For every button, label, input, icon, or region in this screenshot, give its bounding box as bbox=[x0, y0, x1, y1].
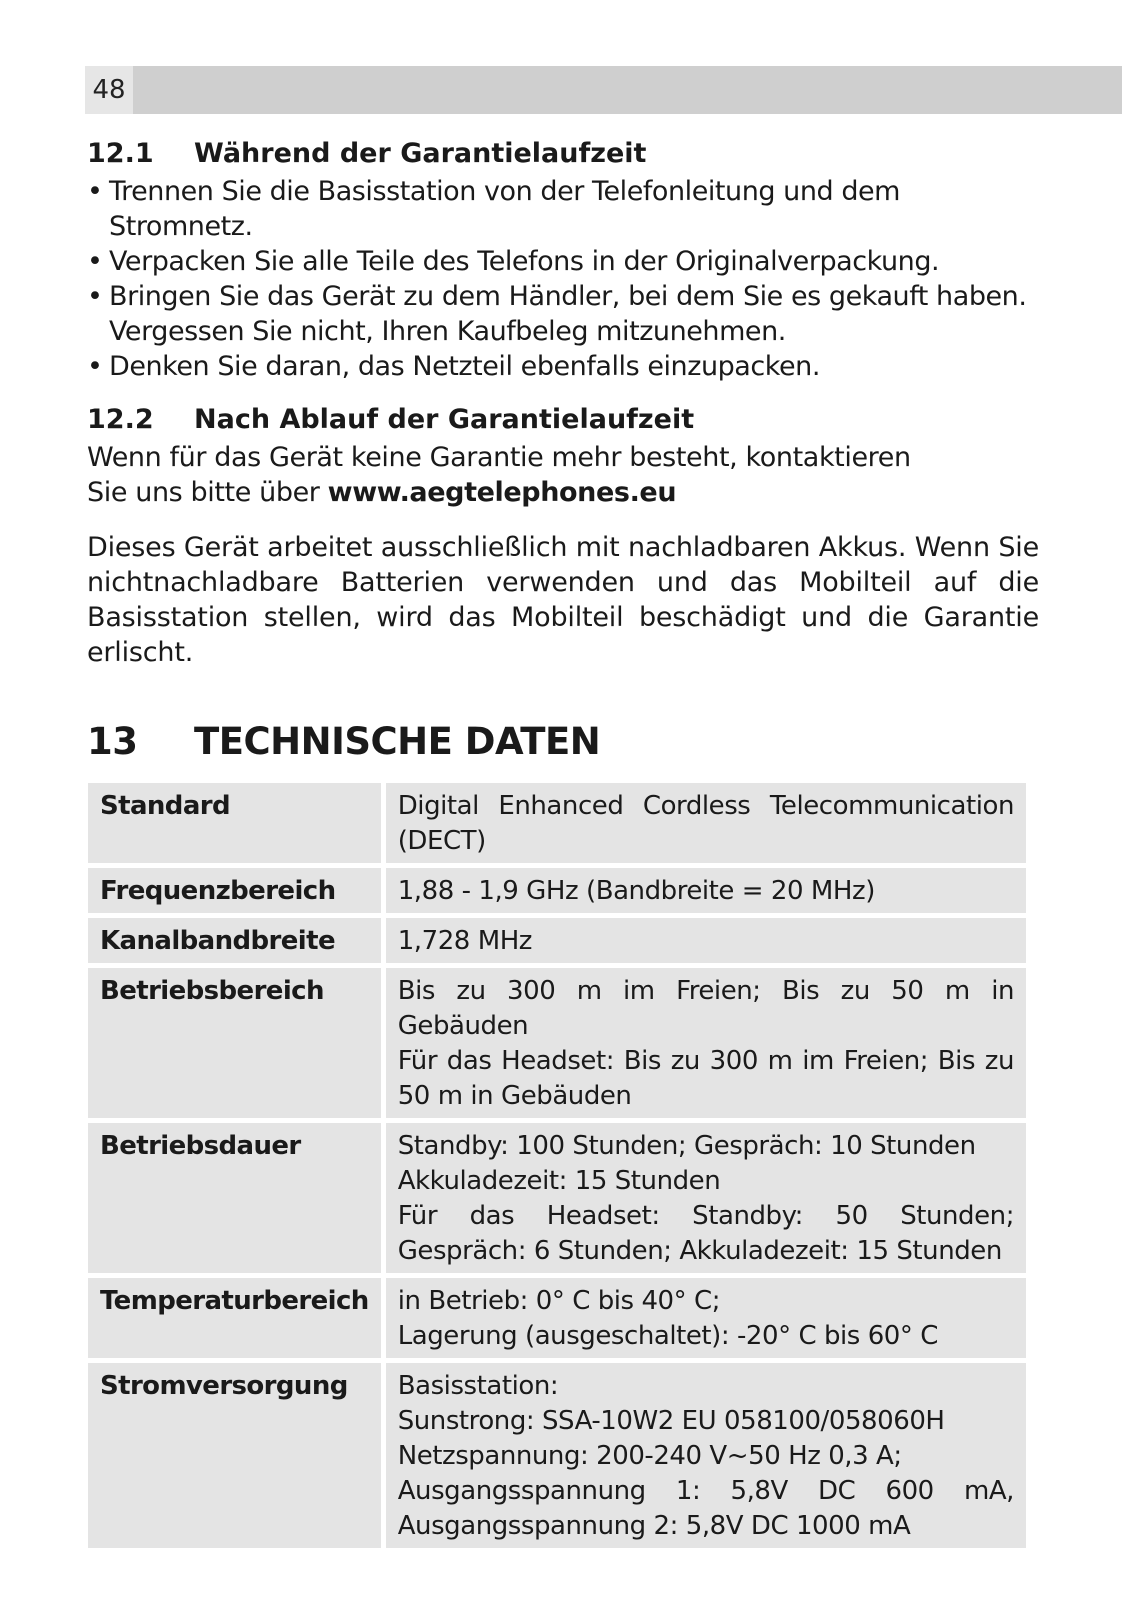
table-row bbox=[88, 868, 1026, 913]
spec-label: Frequenzbereich bbox=[88, 868, 386, 913]
table-row bbox=[88, 968, 1026, 1118]
table-row bbox=[88, 1278, 1026, 1358]
spec-value bbox=[386, 968, 1026, 1118]
section-heading-13 bbox=[87, 720, 1039, 764]
section-title: TECHNISCHE DATEN bbox=[194, 720, 601, 763]
spec-value-line: Basisstation: bbox=[397, 1371, 559, 1401]
spec-label: Stromversorgung bbox=[88, 1363, 386, 1548]
list-item: • Denken Sie daran, das Netzteil ebenfalls einzupacken. bbox=[87, 349, 1039, 384]
table-row bbox=[88, 1363, 1026, 1548]
contact-text bbox=[87, 440, 1039, 510]
section-heading-12-1 bbox=[87, 136, 1039, 172]
section-heading-12-2 bbox=[87, 402, 1039, 438]
spec-value-line: Bis zu 300 m im Freien; Bis zu 50 m in Gebäuden bbox=[397, 976, 1014, 1041]
spec-label: Temperaturbereich bbox=[88, 1278, 386, 1358]
spec-value-line: Für das Headset: Bis zu 300 m im Freien; Bis zu 50 m in Gebäuden bbox=[397, 1046, 1014, 1111]
header-bar bbox=[85, 66, 1122, 114]
spec-label: Standard bbox=[88, 783, 386, 863]
table-row bbox=[88, 1123, 1026, 1273]
spec-value-line: in Betrieb: 0° C bis 40° C; bbox=[397, 1286, 721, 1316]
spec-value-line: Ausgangsspannung 1: 5,8V DC 600 mA, Ausgangsspannung 2: 5,8V DC 1000 mA bbox=[397, 1476, 1014, 1541]
list-item: • Verpacken Sie alle Teile des Telefons in der Originalverpackung. bbox=[87, 244, 1039, 279]
contact-line-2-text: Sie uns bitte über bbox=[87, 477, 328, 508]
spec-value: 1,88 - 1,9 GHz (Bandbreite = 20 MHz) bbox=[386, 868, 1026, 913]
table-row bbox=[88, 783, 1026, 863]
spec-label: Betriebsbereich bbox=[88, 968, 386, 1118]
spec-value: 1,728 MHz bbox=[386, 918, 1026, 963]
spec-value-line: Standby: 100 Stunden; Gespräch: 10 Stunden bbox=[397, 1131, 976, 1161]
spec-label: Kanalbandbreite bbox=[88, 918, 386, 963]
section-number: 13 bbox=[87, 720, 138, 763]
spec-value-line: Sunstrong: SSA-10W2 EU 058100/058060H bbox=[397, 1406, 945, 1436]
section-title: Während der Garantielaufzeit bbox=[194, 138, 647, 169]
page-content bbox=[87, 136, 1039, 1553]
section-title: Nach Ablauf der Garantielaufzeit bbox=[194, 404, 695, 435]
battery-warning: Dieses Gerät arbeitet ausschließlich mit nachladbaren Akkus. Wenn Sie nichtnachladbare Batterien verwenden und das Mobilteil auf die Basisstation stellen, wird das Mobilteil beschädigt und die Garantie erlischt. bbox=[87, 532, 1039, 668]
list-item: • Bringen Sie das Gerät zu dem Händler, bei dem Sie es gekauft haben. Vergessen Sie nicht, Ihren Kaufbeleg mitzunehmen. bbox=[87, 279, 1039, 349]
section-number: 12.2 bbox=[87, 404, 154, 435]
spec-value-line: Akkuladezeit: 15 Stunden bbox=[397, 1166, 721, 1196]
spec-value-line: Für das Headset: Standby: 50 Stunden; Gespräch: 6 Stunden; Akkuladezeit: 15 Stunden bbox=[397, 1201, 1014, 1266]
spec-value: Digital Enhanced Cordless Telecommunication (DECT) bbox=[386, 783, 1026, 863]
spec-value bbox=[386, 1363, 1026, 1548]
list-item: • Trennen Sie die Basisstation von der Telefonleitung und dem Stromnetz. bbox=[87, 174, 1039, 244]
spec-value-line: Lagerung (ausgeschaltet): -20° C bis 60° C bbox=[397, 1321, 938, 1351]
instruction-list bbox=[87, 174, 1039, 384]
contact-line-1: Wenn für das Gerät keine Garantie mehr besteht, kontaktieren bbox=[87, 442, 911, 473]
spec-label: Betriebsdauer bbox=[88, 1123, 386, 1273]
contact-line-2 bbox=[87, 475, 1039, 510]
website-link[interactable]: www.aegtelephones.eu bbox=[327, 477, 677, 508]
page-number: 48 bbox=[85, 66, 133, 114]
spec-value bbox=[386, 1123, 1026, 1273]
spec-value bbox=[386, 1278, 1026, 1358]
spec-value-line: Netzspannung: 200-240 V~50 Hz 0,3 A; bbox=[397, 1441, 902, 1471]
table-row bbox=[88, 918, 1026, 963]
section-number: 12.1 bbox=[87, 138, 154, 169]
technical-data-table bbox=[88, 778, 1026, 1553]
